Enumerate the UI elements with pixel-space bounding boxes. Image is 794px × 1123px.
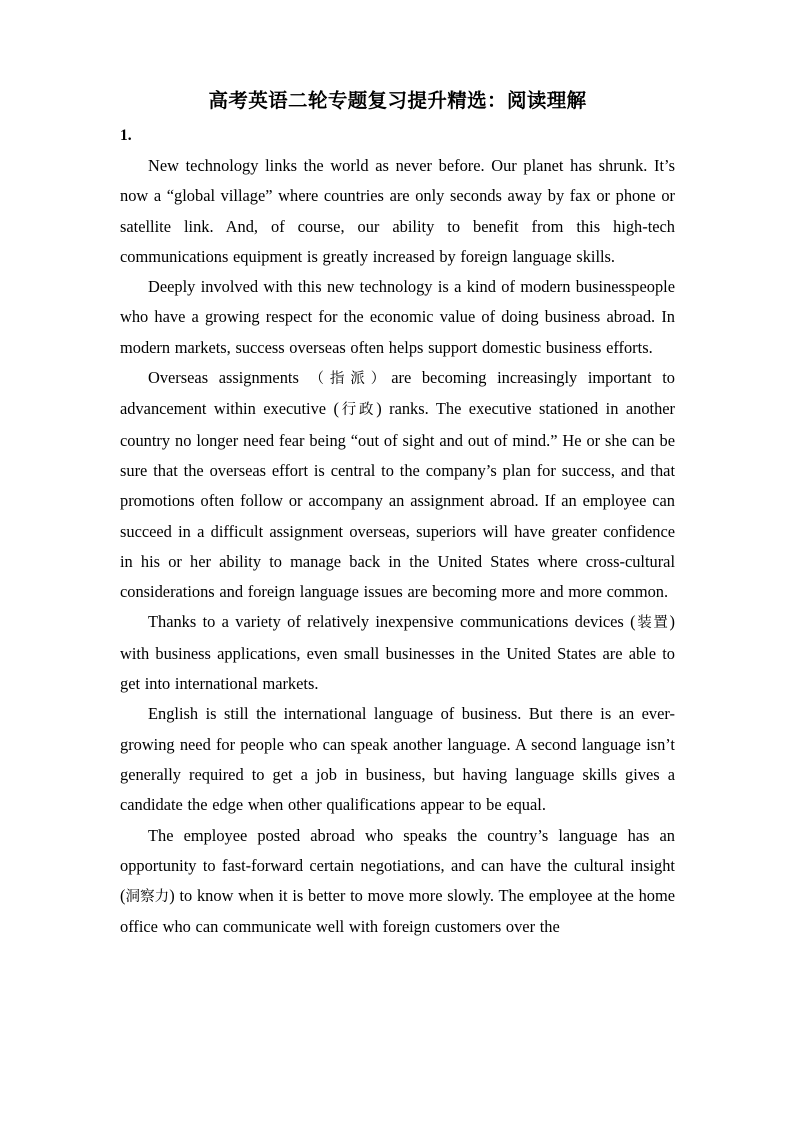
chinese-gloss: （指派） (309, 371, 392, 388)
paragraph: Deeply involved with this new technology is a kind of modern businesspeople who have a growing respect for the economic value of doing business abroad. In modern markets, success overseas often helps support domestic business efforts. (120, 277, 675, 357)
paragraph: English is still the international language of business. But there is an ever-growing need for people who can speak another language. A second language isn’t generally required to get a job in business, but having language skills gives a candidate the edge when other qualifications appear to be equal. (120, 704, 675, 815)
paragraph: Overseas assignments （指派）are becoming increasingly important to advancement within executive (行政) ranks. The executive stationed in another country no longer need fear being “out of sight and out of mind.” He or she can be sure that the overseas effort is central to the company’s plan for success, and that promotions often follow or accompany an assignment abroad. If an employee can succeed in a difficult assignment overseas, superiors will have greater confidence in his or her ability to manage back in the United States where cross-cultural considerations and foreign language issues are becoming more and more common. (120, 368, 675, 602)
page-title: 高考英语二轮专题复习提升精选：阅读理解 (208, 91, 587, 112)
article-body (120, 151, 675, 943)
chinese-gloss: 行政 (338, 402, 377, 419)
paragraph: New technology links the world as never before. Our planet has shrunk. It’s now a “global village” where countries are only seconds away by fax or phone or satellite link. And, of course, our ability to benefit from this high-tech communications equipment is greatly increased by foreign language skills. (120, 156, 675, 266)
item-number: 1. (120, 127, 132, 144)
paragraph: The employee posted abroad who speaks the country’s language has an opportunity to fast-forward certain negotiations, and can have the cultural insight (洞察力) to know when it is better to move more slowly. The employee at the home office who can communicate well with foreign customers over the (120, 825, 675, 937)
chinese-gloss: 洞察力 (125, 889, 170, 906)
chinese-gloss: 装置 (635, 615, 670, 632)
paragraph: Thanks to a variety of relatively inexpensive communications devices (装置) with business applications, even small businesses in the United States are able to get into international markets. (120, 612, 675, 694)
